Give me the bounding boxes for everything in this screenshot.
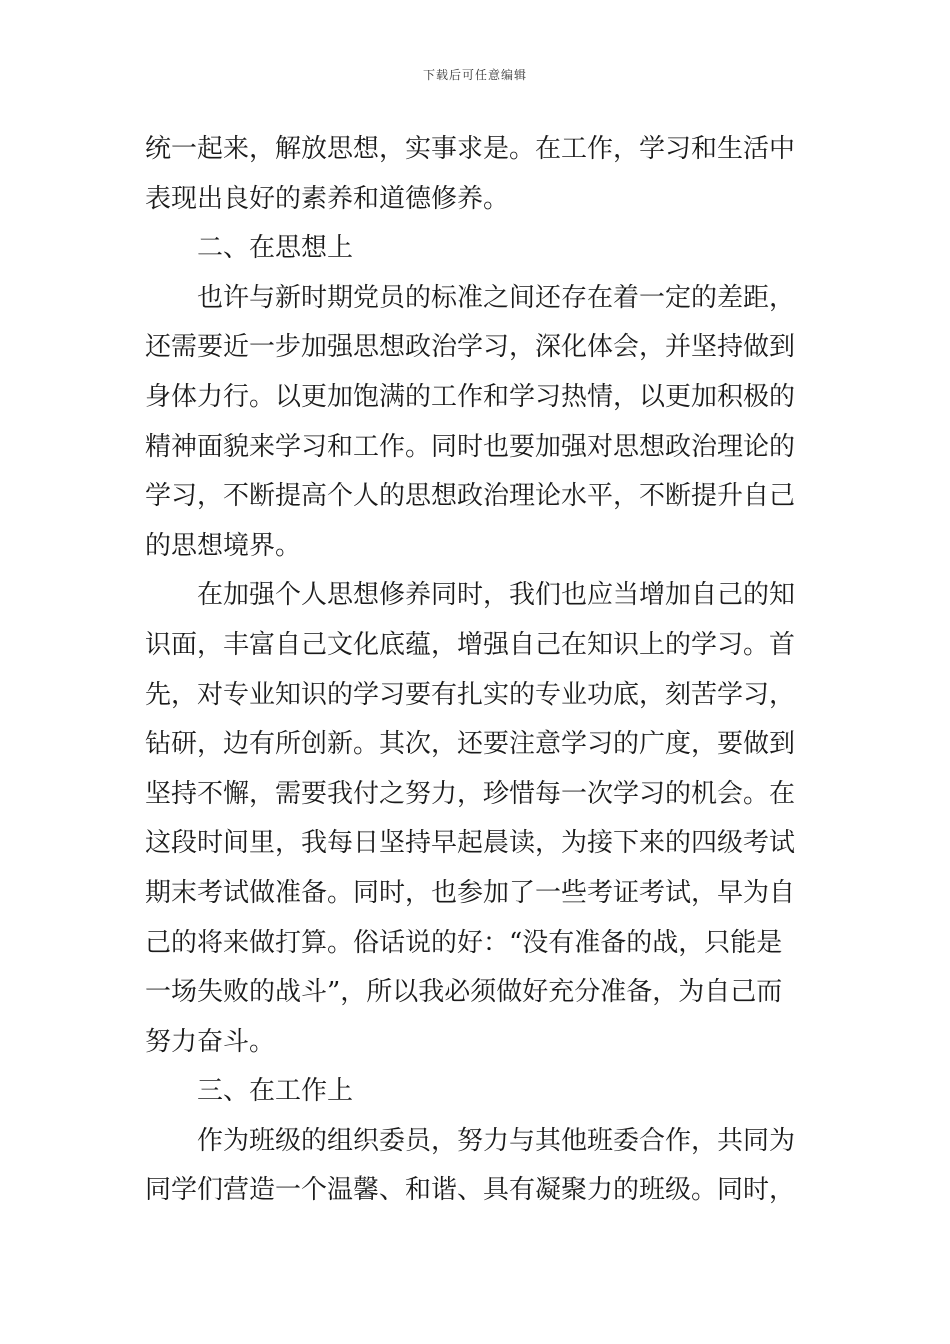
text-line: 三、在工作上 (197, 1076, 354, 1107)
text-line: 期末考试做准备。同时，也参加了一些考证考试，早为自 (145, 877, 796, 908)
text-line: 二、在思想上 (197, 233, 354, 264)
text-line: 表现出良好的素养和道德修养。 (145, 183, 510, 214)
text-line: 也许与新时期党员的标准之间还存在着一定的差距， (197, 282, 796, 313)
text-line: 坚持不懈，需要我付之努力，珍惜每一次学习的机会。在 (145, 778, 796, 809)
text-line: 作为班级的组织委员，努力与其他班委合作，共同为 (197, 1125, 796, 1156)
text-line: 识面，丰富自己文化底蕴，增强自己在知识上的学习。首 (145, 629, 796, 660)
text-line: 钻研，边有所创新。其次，还要注意学习的广度，要做到 (145, 729, 796, 760)
text-line: 先，对专业知识的学习要有扎实的专业功底，刻苦学习， (145, 679, 796, 710)
text-line: 学习，不断提高个人的思想政治理论水平，不断提升自己 (145, 481, 796, 512)
text-line: 身体力行。以更加饱满的工作和学习热情，以更加积极的 (145, 381, 796, 412)
text-line: 努力奋斗。 (145, 1026, 276, 1057)
text-line: 的思想境界。 (145, 530, 302, 561)
page-header-note: 下载后可任意编辑 (422, 68, 527, 82)
text-line: 精神面貌来学习和工作。同时也要加强对思想政治理论的 (145, 431, 796, 462)
text-line: 一场失败的战斗”，所以我必须做好充分准备，为自己而 (145, 977, 783, 1008)
text-line: 这段时间里，我每日坚持早起晨读，为接下来的四级考试 (145, 828, 796, 859)
document-body (145, 125, 809, 1216)
text-line: 己的将来做打算。俗话说的好：“没有准备的战，只能是 (145, 927, 783, 958)
text-line: 统一起来，解放思想，实事求是。在工作，学习和生活中 (145, 134, 796, 164)
text-line: 在加强个人思想修养同时，我们也应当增加自己的知 (197, 580, 796, 611)
text-line: 同学们营造一个温馨、和谐、具有凝聚力的班级。同时， (145, 1175, 796, 1206)
text-line: 还需要近一步加强思想政治学习，深化体会，并坚持做到 (145, 332, 796, 363)
